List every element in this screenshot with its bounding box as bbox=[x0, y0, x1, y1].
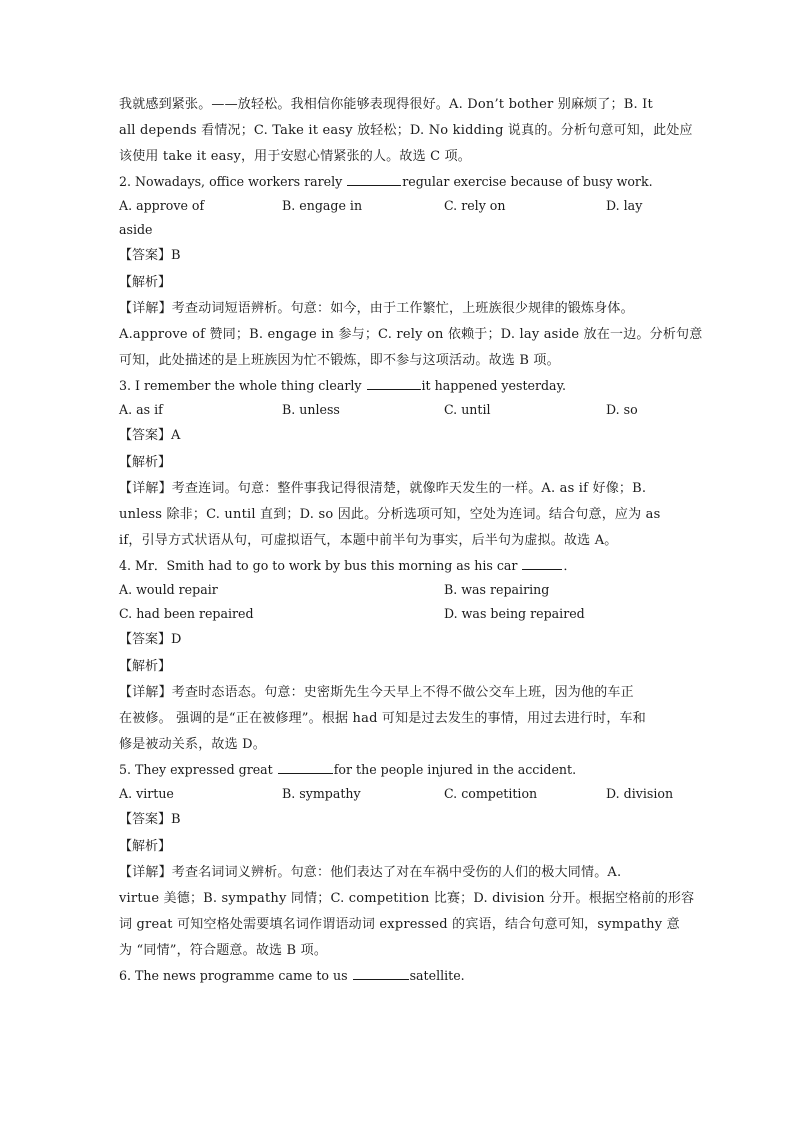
q5-analysis-label: 【解析】 bbox=[119, 839, 172, 854]
q5-option-a: A. virtue bbox=[119, 786, 174, 801]
q1-explanation-line-2: all depends 看情况；C. Take it easy 放轻松；D. No kidding 说真的。分析句意可知，此处应 bbox=[119, 123, 693, 138]
q4-option-b: B. was repairing bbox=[444, 582, 550, 597]
q5-option-b: B. sympathy bbox=[282, 786, 361, 801]
q3-stem bbox=[119, 374, 679, 398]
q4-detail-line-1: 【详解】考查时态语态。句意：史密斯先生今天早上不得不做公交车上班，因为他的车正 bbox=[119, 685, 634, 700]
q3-blank bbox=[367, 377, 421, 390]
q4-stem bbox=[119, 554, 679, 578]
q6-stem-after: satellite. bbox=[409, 968, 465, 983]
q3-option-d: D. so bbox=[606, 402, 638, 417]
q3-detail-line-3: if，引导方式状语从句，可虚拟语气，本题中前半句为事实，后半句为虚拟。故选 A。 bbox=[119, 533, 618, 548]
q4-option-a: A. would repair bbox=[119, 582, 218, 597]
q5-answer: 【答案】B bbox=[119, 812, 181, 827]
q4-options-row-2 bbox=[119, 602, 679, 626]
q2-stem-after: regular exercise because of busy work. bbox=[402, 174, 653, 189]
q3-option-c: C. until bbox=[444, 402, 491, 417]
q3-analysis-label: 【解析】 bbox=[119, 455, 172, 470]
q4-answer: 【答案】D bbox=[119, 632, 182, 647]
document-page bbox=[119, 92, 703, 988]
q1-explanation-line-1: 我就感到紧张。——放轻松。我相信你能够表现得很好。A. Don’t bother 别麻烦了；B. It bbox=[119, 97, 653, 112]
q5-stem-after: for the people injured in the accident. bbox=[333, 762, 577, 777]
q5-stem-before: 5. They expressed great bbox=[119, 762, 277, 777]
q2-option-d-wrap: aside bbox=[119, 222, 153, 237]
q4-option-c: C. had been repaired bbox=[119, 606, 254, 621]
q3-answer: 【答案】A bbox=[119, 428, 181, 443]
q4-detail-line-3: 修是被动关系，故选 D。 bbox=[119, 737, 266, 752]
q2-stem bbox=[119, 170, 679, 194]
q6-stem bbox=[119, 964, 679, 988]
q3-option-b: B. unless bbox=[282, 402, 340, 417]
q2-option-b: B. engage in bbox=[282, 198, 363, 213]
q2-option-a: A. approve of bbox=[119, 198, 205, 213]
q5-stem bbox=[119, 758, 679, 782]
q4-detail-line-2: 在被修。 强调的是“正在被修理”。根据 had 可知是过去发生的事情，用过去进行时，车和 bbox=[119, 711, 646, 726]
q5-blank bbox=[278, 761, 333, 774]
q2-analysis-label: 【解析】 bbox=[119, 275, 172, 290]
q5-option-d: D. division bbox=[606, 786, 674, 801]
q4-blank bbox=[522, 557, 562, 570]
q5-detail-line-3: 词 great 可知空格处需要填名词作谓语动词 expressed 的宾语，结合句意可知，sympathy 意 bbox=[119, 917, 680, 932]
q5-detail-line-1: 【详解】考查名词词义辨析。句意：他们表达了对在车祸中受伤的人们的极大同情。A. bbox=[119, 865, 622, 880]
q2-option-c: C. rely on bbox=[444, 198, 506, 213]
q1-explanation-line-3: 该使用 take it easy，用于安慰心情紧张的人。故选 C 项。 bbox=[119, 149, 471, 164]
q2-detail-line-1: 【详解】考查动词短语辨析。句意：如今，由于工作繁忙，上班族很少规律的锻炼身体。 bbox=[119, 301, 634, 316]
q5-option-c: C. competition bbox=[444, 786, 538, 801]
q2-option-d: D. lay bbox=[606, 198, 643, 213]
q3-option-a: A. as if bbox=[119, 402, 163, 417]
q2-detail-line-2: A.approve of 赞同；B. engage in 参与；C. rely on 依赖于；D. lay aside 放在一边。分析句意 bbox=[119, 327, 703, 342]
q5-detail-line-2: virtue 美德；B. sympathy 同情；C. competition 比赛；D. division 分开。根据空格前的形容 bbox=[119, 891, 695, 906]
q5-detail-line-4: 为 “同情”，符合题意。故选 B 项。 bbox=[119, 943, 328, 958]
q3-detail-line-1: 【详解】考查连词。句意：整件事我记得很清楚，就像昨天发生的一样。A. as if 好像；B. bbox=[119, 481, 647, 496]
q3-options bbox=[119, 398, 679, 422]
q2-stem-before: 2. Nowadays, office workers rarely bbox=[119, 174, 347, 189]
q4-option-d: D. was being repaired bbox=[444, 606, 585, 621]
q4-stem-after: ． bbox=[563, 558, 577, 573]
q2-blank bbox=[347, 173, 401, 186]
q3-stem-after: it happened yesterday. bbox=[421, 378, 567, 393]
q4-analysis-label: 【解析】 bbox=[119, 659, 172, 674]
q4-stem-before: 4. Mr．Smith had to go to work by bus this morning as his car bbox=[119, 558, 522, 573]
q4-options-row-1 bbox=[119, 578, 679, 602]
q5-options bbox=[119, 782, 679, 806]
q2-answer: 【答案】B bbox=[119, 248, 181, 263]
q3-detail-line-2: unless 除非；C. until 直到；D. so 因此。分析选项可知，空处为连词。结合句意，应为 as bbox=[119, 507, 661, 522]
q2-options bbox=[119, 194, 679, 218]
q6-blank bbox=[353, 967, 409, 980]
q6-stem-before: 6. The news programme came to us bbox=[119, 968, 352, 983]
q2-detail-line-3: 可知，此处描述的是上班族因为忙不锻炼，即不参与这项活动。故选 B 项。 bbox=[119, 353, 560, 368]
q3-stem-before: 3. I remember the whole thing clearly bbox=[119, 378, 366, 393]
